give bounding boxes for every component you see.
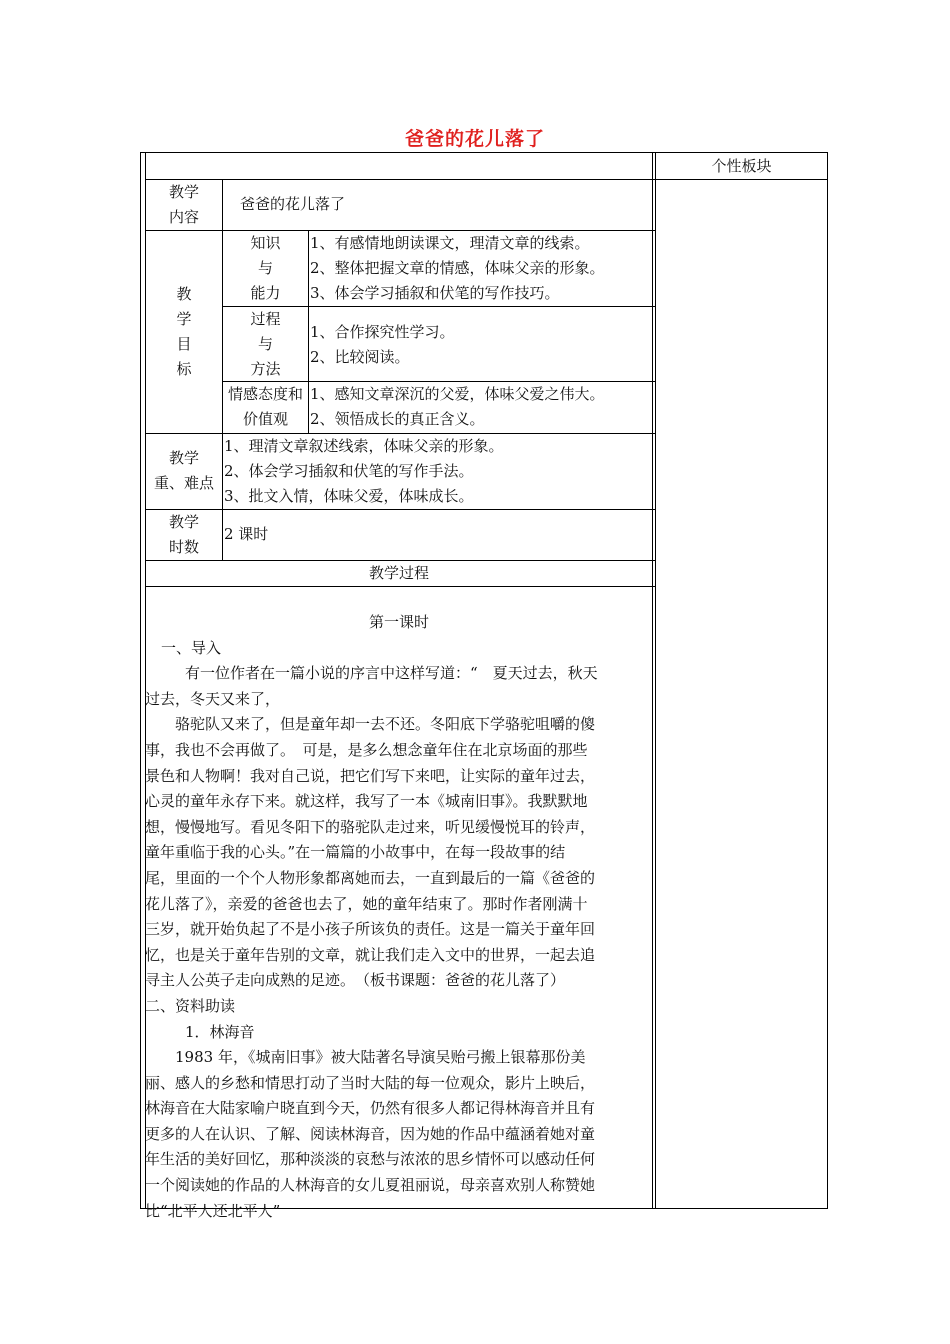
body-line: 一个阅读她的作品的人林海音的女儿夏祖丽说，母亲喜欢别人称赞她: [145, 1176, 596, 1195]
body-line: 林海音在大陆家喻户晓直到今天，仍然有很多人都记得林海音并且有: [145, 1099, 596, 1118]
list-item: 3、批文入情，体味父爱，体味成长。: [224, 487, 474, 505]
body-line: 景色和人物啊！我对自己说，把它们写下来吧，让实际的童年过去，: [145, 766, 596, 785]
objective-items-process: [310, 320, 455, 370]
hours-label: 教学 时数: [168, 513, 199, 556]
content-value: 爸爸的花儿落了: [240, 195, 346, 213]
body-line: 更多的人在认识、了解、阅读林海音，因为她的作品中蕴涵着她对童: [145, 1124, 596, 1143]
process-header-rule: [145, 586, 655, 587]
list-item: 1、有感情地朗读课文，理清文章的线索。: [310, 234, 590, 252]
table-border-top: [140, 152, 828, 153]
list-item: 1、理清文章叙述线索，体味父亲的形象。: [224, 437, 504, 455]
page-title: 爸爸的花儿落了: [404, 128, 545, 150]
body-line: 寻主人公英子走向成熟的足迹。 （板书课题：爸爸的花儿落了）: [145, 971, 566, 990]
label-column-divider-4: [222, 509, 223, 560]
body-paragraphs: [145, 636, 653, 1225]
content-label: 教学 内容: [168, 183, 199, 226]
list-item: 2、体会学习插叙和伏笔的写作手法。: [224, 462, 474, 480]
objective-group-label-attitude: 情感态度和 价值观: [227, 385, 303, 428]
table-border-right: [827, 152, 828, 1209]
keypoints-label: 教学 重、难点: [153, 449, 214, 492]
body-line: 花儿落了》，亲爱的爸爸也去了，她的童年结束了。那时作者刚满十: [145, 894, 588, 913]
body-line: 想，慢慢地写。看见冬阳下的骆驼队走过来，听见缓慢悦耳的铃声，: [145, 817, 596, 836]
body-line: 年生活的美好回忆，那种淡淡的哀愁与浓浓的思乡情怀可以感动任何: [145, 1150, 596, 1169]
body-line: 三岁，就开始负起了不是小孩子所该负的责任。这是一篇关于童年回: [145, 920, 596, 939]
body-line: 1983 年，《城南旧事》被大陆著名导演吴贻弓搬上银幕那份美: [175, 1048, 586, 1067]
body-line: 心灵的童年永存下来。就这样，我写了一本《城南旧事》。我默默地: [145, 792, 588, 811]
sublabel-column-divider: [308, 230, 309, 433]
list-item: 2、整体把握文章的情感，体味父亲的形象。: [310, 259, 605, 277]
body-line: 比“北平人还北平人”: [145, 1201, 281, 1220]
objective-items-knowledge: [310, 231, 605, 306]
list-item: 1、感知文章深沉的父爱，体味父爱之伟大。: [310, 385, 605, 403]
objective-group-label-process: 过程 与 方法: [250, 310, 281, 378]
body-line: 忆，也是关于童年告别的文章，就让我们走入文中的世界，一起去追: [145, 945, 596, 964]
list-item: 2、领悟成长的真正含义。: [310, 410, 485, 428]
process-header: 教学过程: [368, 564, 429, 582]
table-border-left: [140, 152, 141, 1209]
body-line: 1．林海音: [185, 1022, 255, 1041]
body-line: 事，我也不会再做了。 可是，是多么想念童年住在北京场面的那些: [145, 740, 588, 759]
list-item: 1、合作探究性学习。: [310, 323, 455, 341]
lesson-title: 第一课时: [368, 613, 429, 631]
hours-value: 2 课时: [224, 525, 269, 543]
body-line: 过去，冬天又来了，: [145, 689, 281, 708]
body-line: 丽、感人的乡愁和情思打动了当时大陆的每一位观众，影片上映后，: [145, 1073, 596, 1092]
body-line: 有一位作者在一篇小说的序言中这样写道：“ 夏天过去，秋天: [185, 664, 598, 683]
keypoints-items: [224, 434, 504, 509]
body-line: 尾，里面的一个个人物形象都离她而去，一直到最后的一篇《爸爸的: [145, 868, 596, 887]
label-column-divider-1: [222, 179, 223, 230]
body-line: 一、导入: [161, 638, 222, 657]
sidebar-header: 个性板块: [711, 157, 772, 175]
body-line: 骆驼队又来了，但是童年却一去不还。冬阳底下学骆驼咀嚼的傻: [175, 715, 596, 734]
objective-group-label-knowledge: 知识 与 能力: [250, 234, 281, 302]
main-table-right-border-inner: [655, 152, 656, 1209]
body-line: 二、资料助读: [145, 996, 236, 1015]
lesson-body: [145, 610, 653, 1224]
sidebar-header-rule: [655, 179, 828, 180]
body-line: 童年重临于我的心头。”在一篇篇的小故事中，在每一段故事的结: [145, 843, 566, 862]
objective-items-attitude: [310, 382, 605, 432]
label-column-divider-3: [222, 433, 223, 509]
list-item: 2、比较阅读。: [310, 348, 410, 366]
list-item: 3、体会学习插叙和伏笔的写作技巧。: [310, 284, 560, 302]
objectives-label: 教 学 目 标: [176, 285, 192, 378]
